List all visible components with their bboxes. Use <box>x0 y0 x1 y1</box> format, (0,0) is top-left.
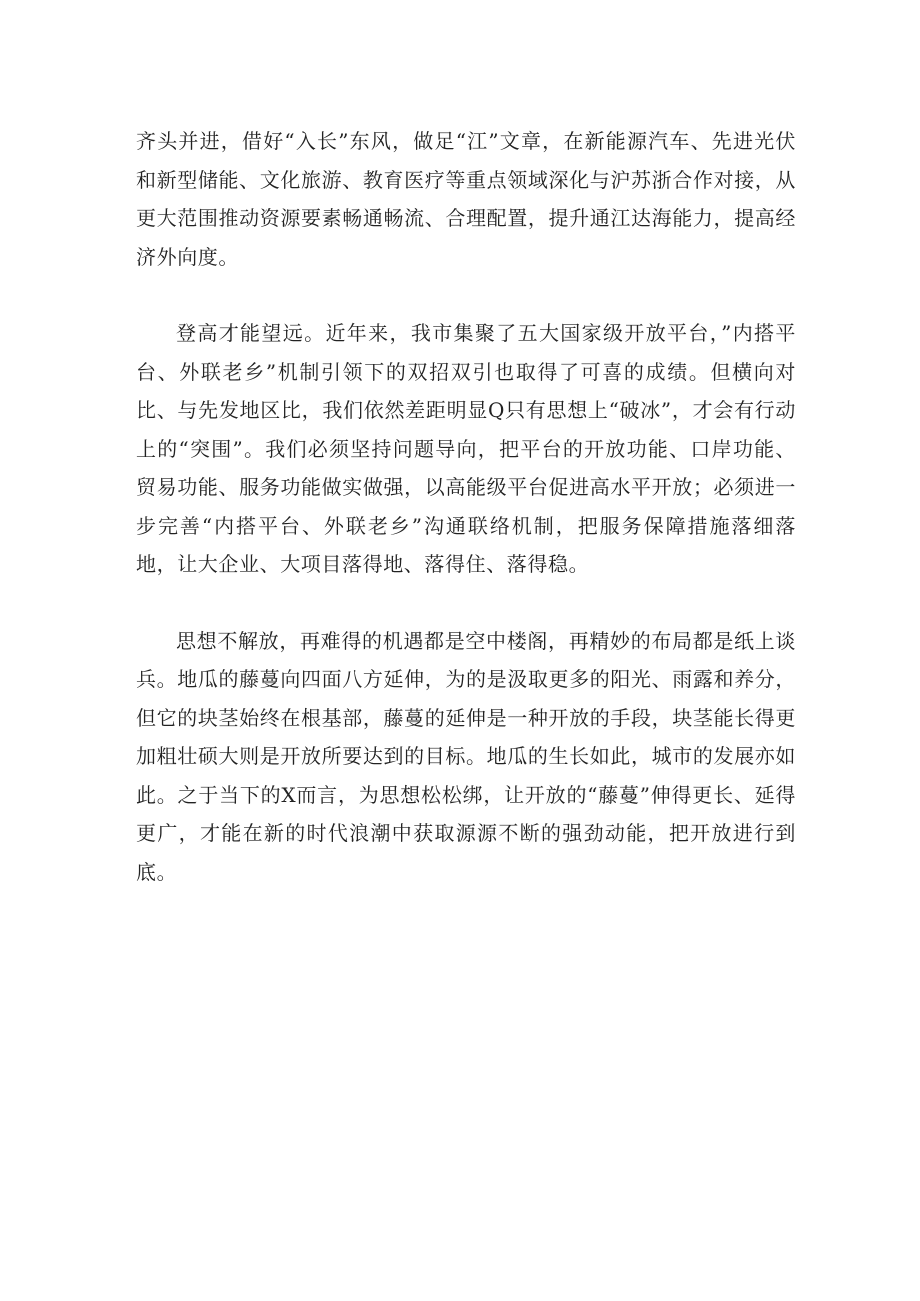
paragraph-mind-liberation: 思想不解放，再难得的机遇都是空中楼阁，再精妙的布局都是纸上谈兵。地瓜的藤蔓向四面八方延伸，为的是汲取更多的阳光、雨露和养分，但它的块茎始终在根基部，藤蔓的延伸是一种开放的手段，块茎能长得更加粗壮硕大则是开放所要达到的目标。地瓜的生长如此，城市的发展亦如此。之于当下的X而言，为思想松松绑，让开放的“藤蔓”伸得更长、延得更广，才能在新的时代浪潮中获取源源不断的强劲动能，把开放进行到底。 <box>136 628 796 884</box>
paragraph-open-platforms: 登高才能望远。近年来，我市集聚了五大国家级开放平台，”内搭平台、外联老乡”机制引领下的双招双引也取得了可喜的成绩。但横向对比、与先发地区比，我们依然差距明显Q只有思想上“破冰”，才会有行动上的“突围”。我们必须坚持问题导向，把平台的开放功能、口岸功能、贸易功能、服务功能做实做强，以高能级平台促进高水平开放；必须进一步完善“内搭平台、外联老乡”沟通联络机制，把服务保障措施落细落地，让大企业、大项目落得地、落得住、落得稳。 <box>136 321 796 576</box>
paragraph-continuation: 齐头并进，借好“入长”东风，做足“江”文章，在新能源汽车、先进光伏和新型储能、文化旅游、教育医疗等重点领域深化与沪苏浙合作对接，从更大范围推动资源要素畅通畅流、合理配置，提升通江达海能力，提高经济外向度。 <box>136 129 796 269</box>
document-body <box>136 122 796 891</box>
